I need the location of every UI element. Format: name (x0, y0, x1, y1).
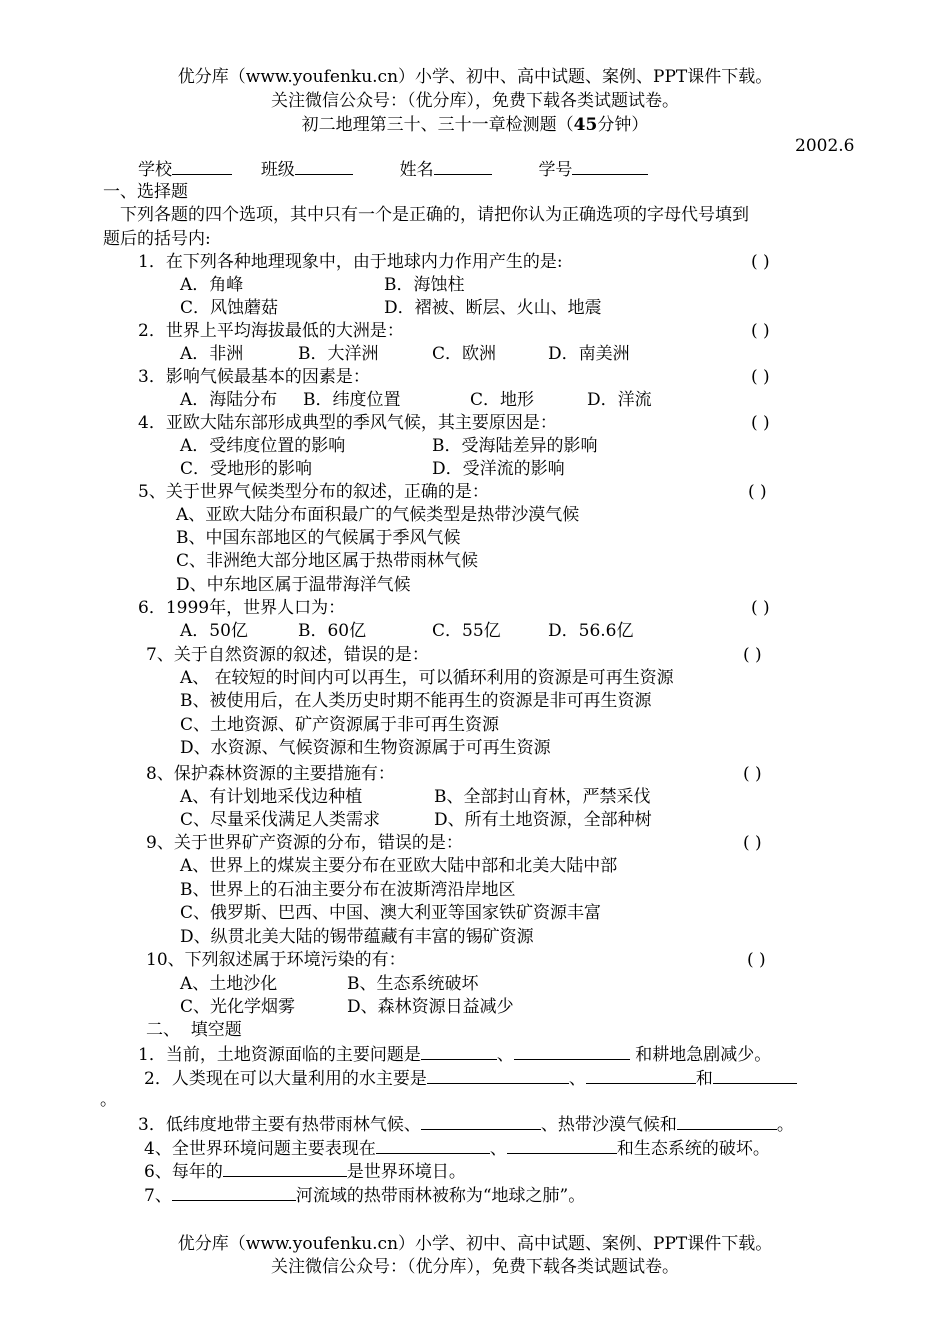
q1-stem: 1．在下列各种地理现象中，由于地球内力作用产生的是: (138, 252, 563, 272)
q1-option-d: D．褶被、断层、火山、地震 (384, 298, 602, 318)
q2-option-d: D．南美洲 (548, 344, 630, 364)
q2-option-c: C．欧洲 (432, 344, 497, 364)
q4-stem: 4．亚欧大陆东部形成典型的季风气候，其主要原因是： (138, 413, 557, 433)
fill-7 (144, 1184, 585, 1207)
q7-option-a: A、 在较短的时间内可以再生，可以循环利用的资源是可再生资源 (180, 668, 674, 688)
id-label: 学号 (538, 160, 573, 180)
q1-option-c: C．风蚀蘑菇 (180, 298, 279, 318)
fill-7-post: 河流域的热带雨林被称为“地球之肺”。 (295, 1186, 586, 1206)
q1-option-a: A．角峰 (180, 275, 244, 295)
q5-option-a: A、亚欧大陆分布面积最广的气候类型是热带沙漠气候 (176, 505, 580, 525)
q3-stem: 3．影响气候最基本的因素是： (138, 367, 370, 387)
class-field[interactable] (295, 158, 353, 175)
fill-1-mid: 、 (496, 1045, 514, 1065)
q4-option-a: A．受纬度位置的影响 (180, 436, 346, 456)
fill-7-pre: 7、 (144, 1186, 172, 1206)
q5-stem: 5、关于世界气候类型分布的叙述，正确的是： (138, 482, 489, 502)
section-1-heading: 一、选择题 (103, 182, 188, 202)
fill-3-blank-1[interactable] (421, 1113, 541, 1130)
q8-option-b: B、全部封山育林，严禁采伐 (434, 787, 651, 807)
q7-option-b: B、被使用后，在人类历史时期不能再生的资源是非可再生资源 (180, 691, 652, 711)
title-post: 分钟） (597, 115, 649, 135)
q7-option-d: D、水资源、气候资源和生物资源属于可再生资源 (180, 738, 551, 758)
q2-option-a: A．非洲 (180, 344, 244, 364)
q8-stem: 8、保护森林资源的主要措施有： (146, 764, 395, 784)
fill-7-blank[interactable] (172, 1184, 296, 1201)
q2-answer-paren[interactable]: ( ) (751, 321, 770, 341)
q6-answer-paren[interactable]: ( ) (751, 598, 770, 618)
fill-4-blank-1[interactable] (376, 1137, 490, 1154)
name-label: 姓名 (399, 160, 434, 180)
fill-2-and: 和 (695, 1069, 713, 1089)
q9-option-b: B、世界上的石油主要分布在波斯湾沿岸地区 (180, 880, 516, 900)
fill-1 (138, 1043, 771, 1066)
q4-option-c: C．受地形的影响 (180, 459, 313, 479)
fill-2-blank-3[interactable] (713, 1067, 797, 1084)
fill-4-pre: 4、全世界环境问题主要表现在 (144, 1139, 376, 1159)
section-1-intro-1: 下列各题的四个选项，其中只有一个是正确的，请把你认为正确选项的字母代号填到 (120, 205, 749, 225)
header-line-2: 关注微信公众号：（优分库），免费下载各类试题试卷。 (271, 91, 679, 111)
q2-stem: 2．世界上平均海拔最低的大洲是： (138, 321, 404, 341)
fill-3-mid: 、热带沙漠气候和 (540, 1115, 677, 1135)
fill-1-post: 和耕地急剧减少。 (635, 1045, 772, 1065)
fill-3-blank-2[interactable] (677, 1113, 777, 1130)
q3-answer-paren[interactable]: ( ) (751, 367, 770, 387)
fill-3-post: 。 (776, 1115, 794, 1135)
footer-line-2: 关注微信公众号：（优分库），免费下载各类试题试卷。 (271, 1257, 679, 1277)
q10-option-b: B、生态系统破坏 (347, 974, 479, 994)
q5-option-d: D、中东地区属于温带海洋气候 (176, 575, 411, 595)
q7-stem: 7、关于自然资源的叙述，错误的是： (146, 645, 429, 665)
q3-option-c: C．地形 (470, 390, 535, 410)
q3-option-b: B．纬度位置 (303, 390, 401, 410)
fill-6-post: 是世界环境日。 (346, 1162, 466, 1182)
q9-option-d: D、纵贯北美大陆的锡带蕴藏有丰富的锡矿资源 (180, 927, 534, 947)
section-1-intro-2: 题后的括号内: (103, 229, 211, 249)
q3-option-a: A．海陆分布 (180, 390, 278, 410)
page-title (0, 114, 950, 136)
fill-4-blank-2[interactable] (507, 1137, 617, 1154)
school-field[interactable] (172, 158, 232, 175)
q7-option-c: C、土地资源、矿产资源属于非可再生资源 (180, 715, 500, 735)
q1-option-b: B．海蚀柱 (384, 275, 465, 295)
class-label: 班级 (260, 160, 295, 180)
q10-answer-paren[interactable]: ( ) (747, 950, 766, 970)
fill-4-mid: 、 (489, 1139, 507, 1159)
title-bold: 45 (573, 115, 598, 135)
title-pre: 初二地理第三十、三十一章检测题（ (301, 115, 574, 135)
fill-2-blank-2[interactable] (586, 1067, 696, 1084)
fill-6 (144, 1160, 466, 1183)
q10-stem: 10、下列叙述属于环境污染的有： (146, 950, 406, 970)
section-2-heading: 二、 填空题 (146, 1020, 242, 1040)
fill-4 (144, 1137, 770, 1160)
fill-1-pre: 1．当前，土地资源面临的主要问题是 (138, 1045, 421, 1065)
q8-option-c: C、尽量采伐满足人类需求 (180, 810, 381, 830)
q5-answer-paren[interactable]: ( ) (748, 482, 767, 502)
footer-line-1: 优分库（www.youfenku.cn）小学、初中、高中试题、案例、PPT课件下载。 (177, 1234, 773, 1254)
name-field[interactable] (434, 158, 492, 175)
q8-answer-paren[interactable]: ( ) (743, 764, 762, 784)
q7-answer-paren[interactable]: ( ) (743, 645, 762, 665)
q4-option-d: D．受洋流的影响 (432, 459, 565, 479)
q1-answer-paren[interactable]: ( ) (751, 252, 770, 272)
q10-option-d: D、森林资源日益减少 (347, 997, 514, 1017)
q3-option-d: D．洋流 (587, 390, 652, 410)
school-label: 学校 (138, 160, 172, 180)
q10-option-a: A、土地沙化 (180, 974, 278, 994)
q6-option-a: A．50亿 (180, 621, 248, 641)
q2-option-b: B．大洋洲 (298, 344, 379, 364)
header-line-1: 优分库（www.youfenku.cn）小学、初中、高中试题、案例、PPT课件下载。 (177, 67, 773, 87)
q9-option-a: A、世界上的煤炭主要分布在亚欧大陆中部和北美大陆中部 (180, 856, 618, 876)
q4-option-b: B．受海陆差异的影响 (432, 436, 598, 456)
student-info (138, 158, 648, 181)
id-field[interactable] (572, 158, 648, 175)
q9-option-c: C、俄罗斯、巴西、中国、澳大利亚等国家铁矿资源丰富 (180, 903, 602, 923)
fill-2-blank-1[interactable] (427, 1067, 569, 1084)
q9-stem: 9、关于世界矿产资源的分布，错误的是： (146, 833, 463, 853)
q6-option-d: D．56.6亿 (548, 621, 634, 641)
q10-option-c: C、光化学烟雾 (180, 997, 296, 1017)
fill-1-blank-1[interactable] (421, 1043, 497, 1060)
q6-option-c: C．55亿 (432, 621, 501, 641)
q5-option-c: C、非洲绝大部分地区属于热带雨林气候 (176, 551, 479, 571)
q9-answer-paren[interactable]: ( ) (743, 833, 762, 853)
fill-1-blank-2[interactable] (514, 1043, 630, 1060)
q6-stem: 6．1999年，世界人口为： (138, 598, 346, 618)
q6-option-b: B．60亿 (298, 621, 367, 641)
fill-3 (138, 1113, 794, 1136)
fill-2-pre: 2．人类现在可以大量利用的水主要是 (144, 1069, 427, 1089)
fill-6-pre: 6、每年的 (144, 1162, 223, 1182)
fill-4-post: 和生态系统的破坏。 (616, 1139, 770, 1159)
date: 2002.6 (795, 136, 855, 156)
q4-answer-paren[interactable]: ( ) (751, 413, 770, 433)
q8-option-a: A、有计划地采伐边种植 (180, 787, 363, 807)
fill-2 (144, 1067, 797, 1090)
fill-2-tail: 。 (100, 1090, 117, 1110)
fill-2-mid: 、 (568, 1069, 586, 1089)
fill-6-blank[interactable] (223, 1160, 347, 1177)
q5-option-b: B、中国东部地区的气候属于季风气候 (176, 528, 461, 548)
fill-3-pre: 3．低纬度地带主要有热带雨林气候、 (138, 1115, 421, 1135)
q8-option-d: D、所有土地资源，全部种树 (434, 810, 652, 830)
